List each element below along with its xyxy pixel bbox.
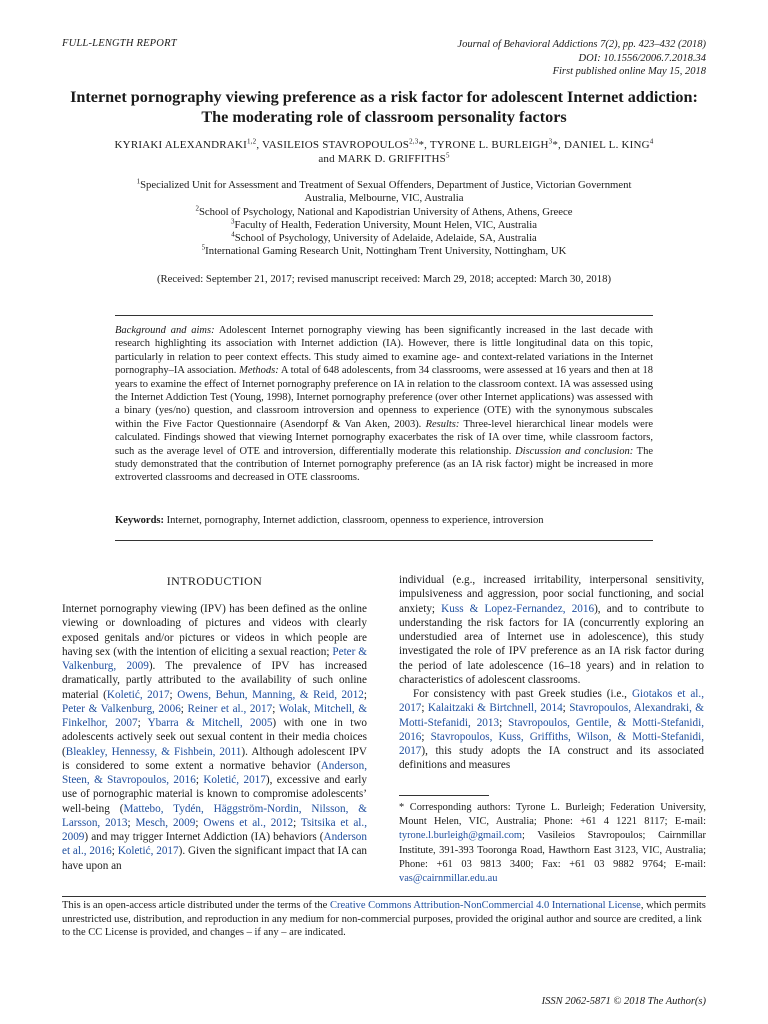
text-run: , which permits unrestricted use, distribution, and reproduction in any medium for non-commercial purposes, provided the original author and source are credited, a link to the CC License is provided, and changes – if any – are indicated. bbox=[62, 900, 706, 938]
reference-link[interactable]: Bleakley, Hennessy, & Fishbein, 2011 bbox=[65, 745, 242, 758]
affiliation bbox=[62, 179, 706, 192]
text-run: ). The prevalence of IPV has increased dramatically, partly attributed to the availability of such online material ( bbox=[62, 660, 367, 701]
text-run: ; bbox=[195, 816, 204, 829]
author-affiliation-mark: 1,2 bbox=[246, 137, 257, 146]
abstract-label: Methods: bbox=[239, 365, 279, 377]
abstract-bottom-rule bbox=[115, 540, 653, 541]
author-name: DANIEL L. KING bbox=[563, 139, 650, 151]
reference-link[interactable]: Peter & Valkenburg, 2006 bbox=[62, 702, 181, 715]
affiliation-number: 1 bbox=[136, 177, 141, 186]
text-run: ; bbox=[421, 730, 431, 743]
affiliation-text: International Gaming Research Unit, Nottingham Trent University, Nottingham, UK bbox=[205, 245, 567, 258]
author-affiliation-mark: 5 bbox=[445, 151, 450, 160]
report-type-label: FULL-LENGTH REPORT bbox=[62, 38, 177, 49]
author-affiliation-mark: 3 bbox=[548, 137, 553, 146]
corresponding-footnote bbox=[399, 801, 706, 886]
text-run: individual (e.g., increased irritability, interpersonal sensitivity, impulsiveness and aggression, poor social functioning, and social anxiety; bbox=[399, 574, 704, 615]
text-run: For consistency with past Greek studies (i.e., bbox=[413, 688, 632, 700]
affiliation-text: School of Psychology, University of Adelaide, Adelaide, SA, Australia bbox=[234, 232, 537, 245]
reference-link[interactable]: Tsitsika et al., 2009 bbox=[62, 816, 368, 843]
reference-link[interactable]: Wolak, Mitchell, & Finkelhor, 2007 bbox=[62, 702, 368, 729]
issn-copyright: ISSN 2062-5871 © 2018 The Author(s) bbox=[541, 996, 706, 1007]
author-separator: , bbox=[256, 139, 263, 151]
affiliation-list bbox=[62, 179, 706, 259]
abstract bbox=[115, 324, 653, 485]
text-run: ; bbox=[195, 774, 204, 786]
left-column bbox=[62, 602, 367, 873]
abstract-top-rule bbox=[115, 315, 653, 316]
author-affiliation-mark: 2,3 bbox=[409, 137, 419, 146]
abstract-text: The study demonstrated that the contribution of Internet pornography preference (as an IA risk factor) might be increased in more extroverted classrooms and decreased in OTE classrooms. bbox=[115, 445, 654, 484]
affiliation-number: 5 bbox=[201, 243, 206, 252]
text-run: * Corresponding authors: Tyrone L. Burleigh; Federation University, Mount Helen, VIC, Australia; Phone: +61 4 1221 8117; E-mail: bbox=[399, 802, 706, 828]
text-run: ). Although adolescent IPV is considered to some extent a normative behavior ( bbox=[62, 745, 367, 772]
author-name: KYRIAKI ALEXANDRAKI bbox=[114, 139, 247, 151]
abstract-label: Discussion and conclusion: bbox=[515, 445, 634, 457]
affiliation bbox=[62, 245, 706, 258]
author-name: TYRONE L. BURLEIGH bbox=[429, 139, 549, 151]
right-column bbox=[399, 573, 704, 773]
reference-link[interactable]: Kalaitzaki & Birtchnell, 2014 bbox=[427, 702, 563, 715]
text-run: ; bbox=[180, 702, 188, 715]
text-run: ) with one in two adolescents actively seek out sexual content in their media choices ( bbox=[62, 717, 367, 758]
reference-link[interactable]: Anderson, Steen, & Stavropoulos, 2016 bbox=[62, 759, 367, 786]
reference-link[interactable]: Reiner et al., 2017 bbox=[187, 702, 273, 715]
author-list bbox=[62, 138, 706, 166]
reference-link[interactable]: tyrone.l.burleigh@gmail.com bbox=[399, 830, 522, 842]
section-heading: INTRODUCTION bbox=[166, 574, 263, 588]
journal-citation: Journal of Behavioral Addictions 7(2), pp. 423–432 (2018) bbox=[457, 39, 706, 50]
doi: DOI: 10.1556/2006.7.2018.34 bbox=[578, 52, 706, 64]
reference-link[interactable]: Owens et al., 2012 bbox=[203, 816, 294, 829]
reference-link[interactable]: Stavropoulos, Kuss, Griffiths, Wilson, & Motti-Stefanidi, 2017 bbox=[399, 730, 705, 757]
affiliation-text: Australia, Melbourne, VIC, Australia bbox=[304, 192, 464, 205]
reference-link[interactable]: Owens, Behun, Manning, & Reid, 2012 bbox=[177, 688, 364, 701]
body-paragraph bbox=[399, 687, 704, 773]
article-title: Internet pornography viewing preference as a risk factor for adolescent Internet addiction: The moderating role of classroom personality factors bbox=[70, 88, 698, 126]
body-paragraph bbox=[62, 602, 367, 873]
received-dates: (Received: September 21, 2017; revised manuscript received: March 29, 2018; accepted: March 30, 2018) bbox=[156, 273, 612, 285]
text-run: ), and to contribute to understanding the risk factors for IA (concurrently exploring an understudied area of Internet use in adolescence), this study investigated the role of IPV preference as an IA risk factor during the period of late adolescence (16–18 years) and in relation to characteristics of adolescent classrooms. bbox=[399, 602, 705, 686]
text-run: ; bbox=[169, 688, 178, 701]
reference-link[interactable]: Stavropoulos, Alexandraki, & Motti-Stefanidi, 2013 bbox=[399, 702, 704, 729]
affiliation bbox=[62, 206, 706, 219]
reference-link[interactable]: Koletić, 2017 bbox=[106, 688, 170, 701]
text-run: ; bbox=[562, 702, 570, 715]
text-run: ; bbox=[499, 716, 509, 729]
affiliation-text: Specialized Unit for Assessment and Treatment of Sexual Offenders, Department of Justice, Victorian Government bbox=[140, 179, 632, 191]
author-name: VASILEIOS STAVROPOULOS bbox=[262, 139, 410, 151]
reference-link[interactable]: Mattebo, Tydén, Häggström-Nordin, Nilsson, & Larsson, 2013 bbox=[62, 802, 367, 829]
author-name: and MARK D. GRIFFITHS bbox=[318, 153, 446, 165]
text-run: ; bbox=[137, 717, 148, 729]
author-affiliation-mark: 4 bbox=[649, 137, 654, 146]
abstract-text: A total of 648 adolescents, from 34 classrooms, were assessed at 16 years and then at 18 years to examine the effect of Internet pornography preference on IA in relation to the classroom context. IA was assessed using the Internet Addiction Test (Young, 1998), Internet pornography preference (over other Internet applications) was assessed with a binary (yes/no) question, and classroom introversion and openness to experience (OTE) with the synonymous subscales within the Five Factor Questionnaire (Asendorpf & Van Aken, 2003). bbox=[115, 365, 654, 430]
text-run: This is an open-access article distributed under the terms of the bbox=[62, 900, 330, 911]
corresponding-mark: *, bbox=[552, 139, 564, 151]
text-run: ) and may trigger Internet Addiction (IA) behaviors ( bbox=[84, 831, 324, 843]
keywords bbox=[115, 515, 653, 526]
reference-link[interactable]: Anderson et al., 2016 bbox=[62, 831, 367, 858]
corresponding-mark: *, bbox=[418, 139, 430, 151]
text-run: ), this study adopts the IA construct and its associated definitions and measures bbox=[399, 745, 704, 772]
text-run: ; bbox=[111, 845, 118, 858]
journal-header bbox=[457, 38, 706, 79]
footnote-rule bbox=[399, 795, 489, 796]
text-run: ; bbox=[421, 702, 428, 715]
affiliation-number: 4 bbox=[231, 230, 235, 239]
affiliation-text: Faculty of Health, Federation University, Mount Helen, VIC, Australia bbox=[234, 218, 537, 231]
published-date: First published online May 15, 2018 bbox=[552, 66, 706, 77]
affiliation bbox=[62, 192, 706, 205]
reference-link[interactable]: Peter & Valkenburg, 2009 bbox=[62, 645, 367, 672]
reference-link[interactable]: Ybarra & Mitchell, 2005 bbox=[147, 717, 273, 729]
reference-link[interactable]: vas@cairnmillar.edu.au bbox=[399, 873, 498, 885]
abstract-label: Background and aims: bbox=[115, 325, 215, 336]
affiliation bbox=[62, 219, 706, 232]
abstract-label: Results: bbox=[425, 418, 460, 430]
text-run: ; bbox=[127, 816, 136, 829]
license-rule bbox=[62, 896, 706, 897]
text-run: ; bbox=[272, 702, 279, 715]
keywords-text: Internet, pornography, Internet addiction, classroom, openness to experience, introversion bbox=[164, 515, 544, 526]
text-run: ; bbox=[363, 688, 368, 701]
body-paragraph bbox=[399, 573, 704, 687]
text-run: ), excessive and early use of pornographic material is known to compromise adolescents’ well-being ( bbox=[62, 774, 367, 815]
reference-link[interactable]: Giotakos et al., 2017 bbox=[399, 688, 705, 715]
abstract-text: Adolescent Internet pornography viewing has been significantly increased in the last decade with research highlighting its association with Internet addiction (IA). However, there is little longitudinal data on this topic, particularly in relation to peer context effects. This study aimed to examine age- and context-related variations in the Internet pornography–IA association. bbox=[115, 325, 654, 377]
text-run: Internet pornography viewing (IPV) has been defined as the online viewing or downloading of pictures and videos with clearly exposed genitals and/or pictures or videos in which people are having sex (with the intention of eliciting a sexual reaction; bbox=[62, 603, 367, 658]
reference-link[interactable]: Creative Commons Attribution-NonCommercial 4.0 International License bbox=[329, 900, 641, 911]
text-run: ). Given the significant impact that IA can have upon an bbox=[62, 845, 368, 872]
license-note bbox=[62, 899, 706, 940]
reference-link[interactable]: Koletić, 2017 bbox=[203, 774, 266, 786]
text-run: ; Vasileios Stavropoulos; Cairnmillar Institute, 391-393 Tooronga Road, Hawthorn East 3123, VIC, Australia; Phone: +61 03 9813 3400; Fax: +61 03 9882 9764; E-mail: bbox=[399, 830, 706, 870]
affiliation-number: 2 bbox=[195, 204, 199, 213]
reference-link[interactable]: Stavropoulos, Gentile, & Motti-Stefanidi, 2016 bbox=[399, 716, 704, 743]
reference-link[interactable]: Koletić, 2017 bbox=[117, 845, 179, 858]
reference-link[interactable]: Mesch, 2009 bbox=[135, 816, 196, 829]
affiliation-text: School of Psychology, National and Kapodistrian University of Athens, Athens, Greece bbox=[198, 205, 573, 218]
affiliation bbox=[62, 232, 706, 245]
reference-link[interactable]: Kuss & Lopez-Fernandez, 2016 bbox=[441, 602, 595, 615]
text-run: ; bbox=[293, 816, 301, 829]
abstract-text: Three-level hierarchical linear models were calculated. Findings showed that viewing Internet pornography exacerbates the risk of IA over time, while classroom factors, such as the average level of OTE and introversion, differentially moderate this relationship. bbox=[115, 418, 653, 457]
keywords-label: Keywords: bbox=[115, 515, 164, 526]
affiliation-number: 3 bbox=[231, 217, 235, 226]
